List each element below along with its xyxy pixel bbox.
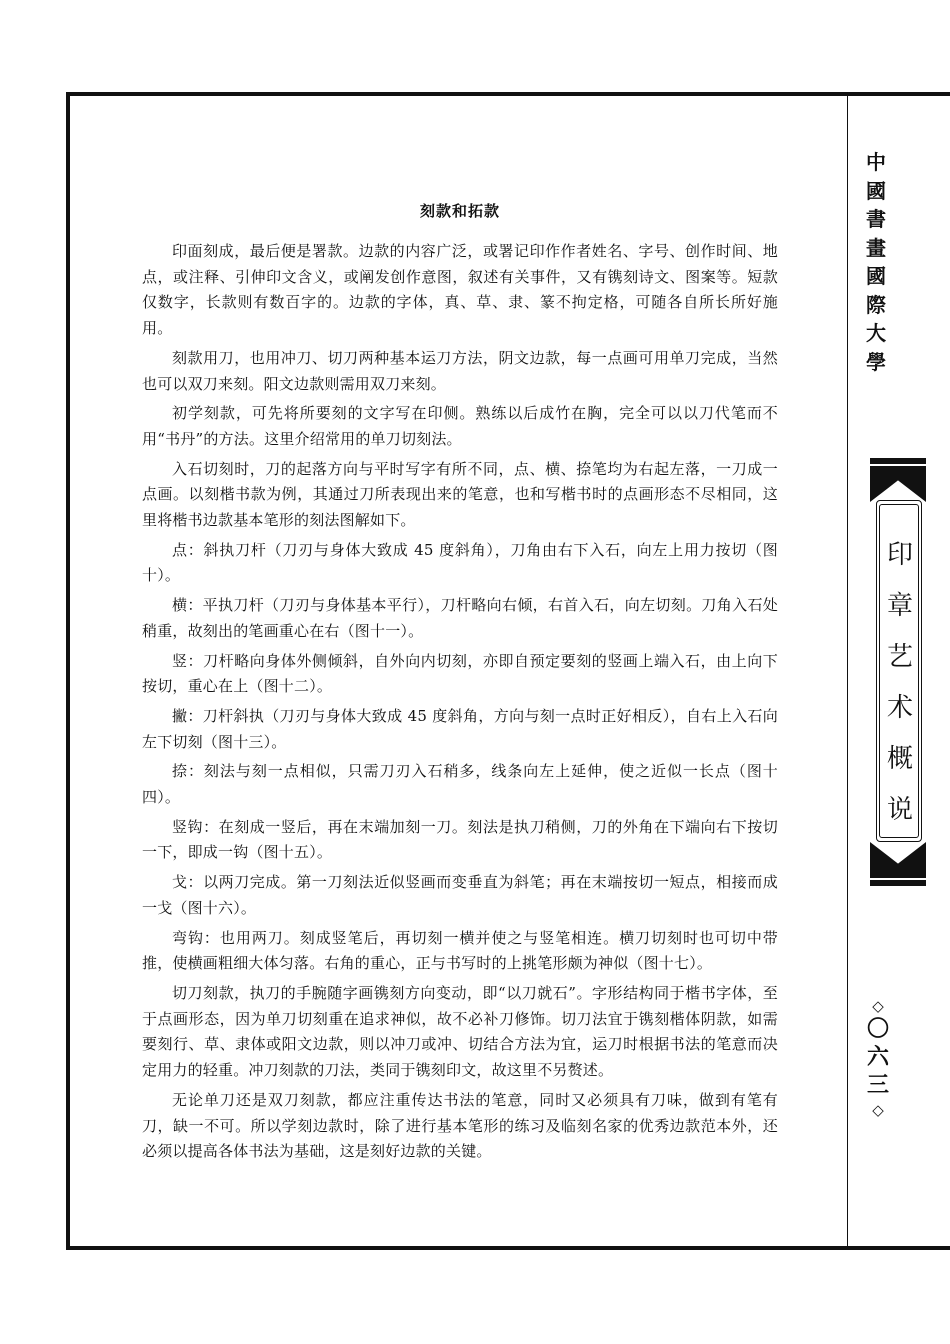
- series-title-char: 中: [866, 150, 886, 174]
- book-title-char: 说: [886, 795, 913, 825]
- paragraph: 竖钩：在刻成一竖后，再在末端加刻一刀。刻法是执刀稍侧，刀的外角在下端向右下按切一下，即成一钩（图十五）。: [142, 817, 778, 862]
- series-title: [864, 148, 888, 376]
- banner-bottom-bar: [870, 880, 926, 886]
- page-number-digit: 六: [866, 1045, 889, 1070]
- series-title-char: 國: [866, 264, 886, 288]
- paragraph: 印面刻成，最后便是署款。边款的内容广泛，或署记印作作者姓名、字号、创作时间、地点，或注释、引伸印文含义，或阐发创作意图，叙述有关事件，又有镌刻诗文、图案等。短款仅数字，长款则有数百字的。边款的字体，真、草、隶、篆不拘定格，可随各自所长所好施用。: [142, 242, 778, 338]
- series-title-char: 書: [866, 207, 886, 231]
- series-title-char: 際: [866, 292, 886, 317]
- series-title-char: 國: [866, 178, 886, 203]
- book-title-char: 术: [886, 693, 913, 723]
- page-number: [862, 996, 894, 1120]
- book-title-char: 艺: [886, 642, 913, 672]
- series-title-char: 大: [866, 321, 886, 345]
- paragraph: 弯钩：也用两刀。刻成竖笔后，再切刻一横并使之与竖笔相连。横刀切刻时也可切中带推，使横画粗细大体匀落。右角的重心，正与书写时的上挑笔形颇为神似（图十七）。: [142, 928, 778, 973]
- article-body: [142, 200, 778, 1165]
- article-title: 刻款和拓款: [419, 202, 500, 220]
- page-number-digit: 〇: [866, 1017, 889, 1042]
- series-title-char: 畫: [866, 235, 886, 260]
- paragraph: 入石切刻时，刀的起落方向与平时写字有所不同，点、横、捺笔均为右起左落，一刀成一点画。以刻楷书款为例，其通过刀所表现出来的笔意，也和写楷书时的点画形态不尽相同，这里将楷书边款基本笔形的刻法图解如下。: [142, 459, 778, 530]
- paragraph: 捺：刻法与刻一点相似，只需刀刃入石稍多，线条向左上延伸，使之近似一长点（图十四）。: [142, 762, 778, 807]
- diamond-icon: ◇: [872, 997, 884, 1015]
- diamond-icon: ◇: [872, 1101, 884, 1119]
- paragraph: 刻款用刀，也用冲刀、切刀两种基本运刀方法，阴文边款，每一点画可用单刀完成，当然也可以双刀来刻。阳文边款则需用双刀来刻。: [142, 348, 778, 393]
- paragraph: 点：斜执刀杆（刀刃与身体大致成 45 度斜角），刀角由右下入石，向左上用力按切（图十）。: [142, 540, 778, 585]
- sidebar-divider: [847, 96, 848, 1246]
- series-title-char: 學: [866, 349, 886, 374]
- page-number-digit: 三: [866, 1073, 889, 1098]
- paragraph: 切刀刻款，执刀的手腕随字画镌刻方向变动，即“以刀就石”。字形结构同于楷书字体，至于点画形态，因为单刀切刻重在追求神似，故不必补刀修饰。切刀法宜于镌刻楷体阴款，如需要刻行、草、隶体或阳文边款，则以冲刀或冲、切结合方法为宜，运刀时根据书法的笔意而决定用力的轻重。冲刀刻款的刀法，类同于镌刻印文，故这里不另赘述。: [142, 983, 778, 1080]
- paragraph: 竖：刀杆略向身体外侧倾斜，自外向内切刻，亦即自预定要刻的竖画上端入石，由上向下按切，重心在上（图十二）。: [142, 651, 778, 696]
- paragraph: 无论单刀还是双刀刻款，都应注重传达书法的笔意，同时又必须具有刀味，做到有笔有刀，缺一不可。所以学刻边款时，除了进行基本笔形的练习及临刻名家的优秀边款范本外，还必须以提高各体书法为基础，这是刻好边款的关键。: [142, 1090, 778, 1161]
- book-title-char: 概: [886, 744, 913, 774]
- banner-top-bar: [870, 458, 926, 464]
- book-title: [882, 530, 918, 836]
- paragraph: 横：平执刀杆（刀刃与身体基本平行），刀杆略向右倾，右首入石，向左切刻。刀角入石处稍重，故刻出的笔画重心在右（图十一）。: [142, 596, 778, 640]
- paragraph: 戈：以两刀完成。第一刀刻法近似竖画而变垂直为斜笔；再在末端按切一短点，相接而成一戈（图十六）。: [142, 873, 778, 917]
- book-title-char: 章: [886, 591, 913, 621]
- paragraph: 撇：刀杆斜执（刀刃与身体大致成 45 度斜角，方向与刻一点时正好相反），自右上入石向左下切刻（图十三）。: [142, 706, 778, 751]
- book-title-char: 印: [886, 540, 913, 570]
- paragraph: 初学刻款，可先将所要刻的文字写在印侧。熟练以后成竹在胸，完全可以以刀代笔而不用“书丹”的方法。这里介绍常用的单刀切刻法。: [142, 404, 778, 448]
